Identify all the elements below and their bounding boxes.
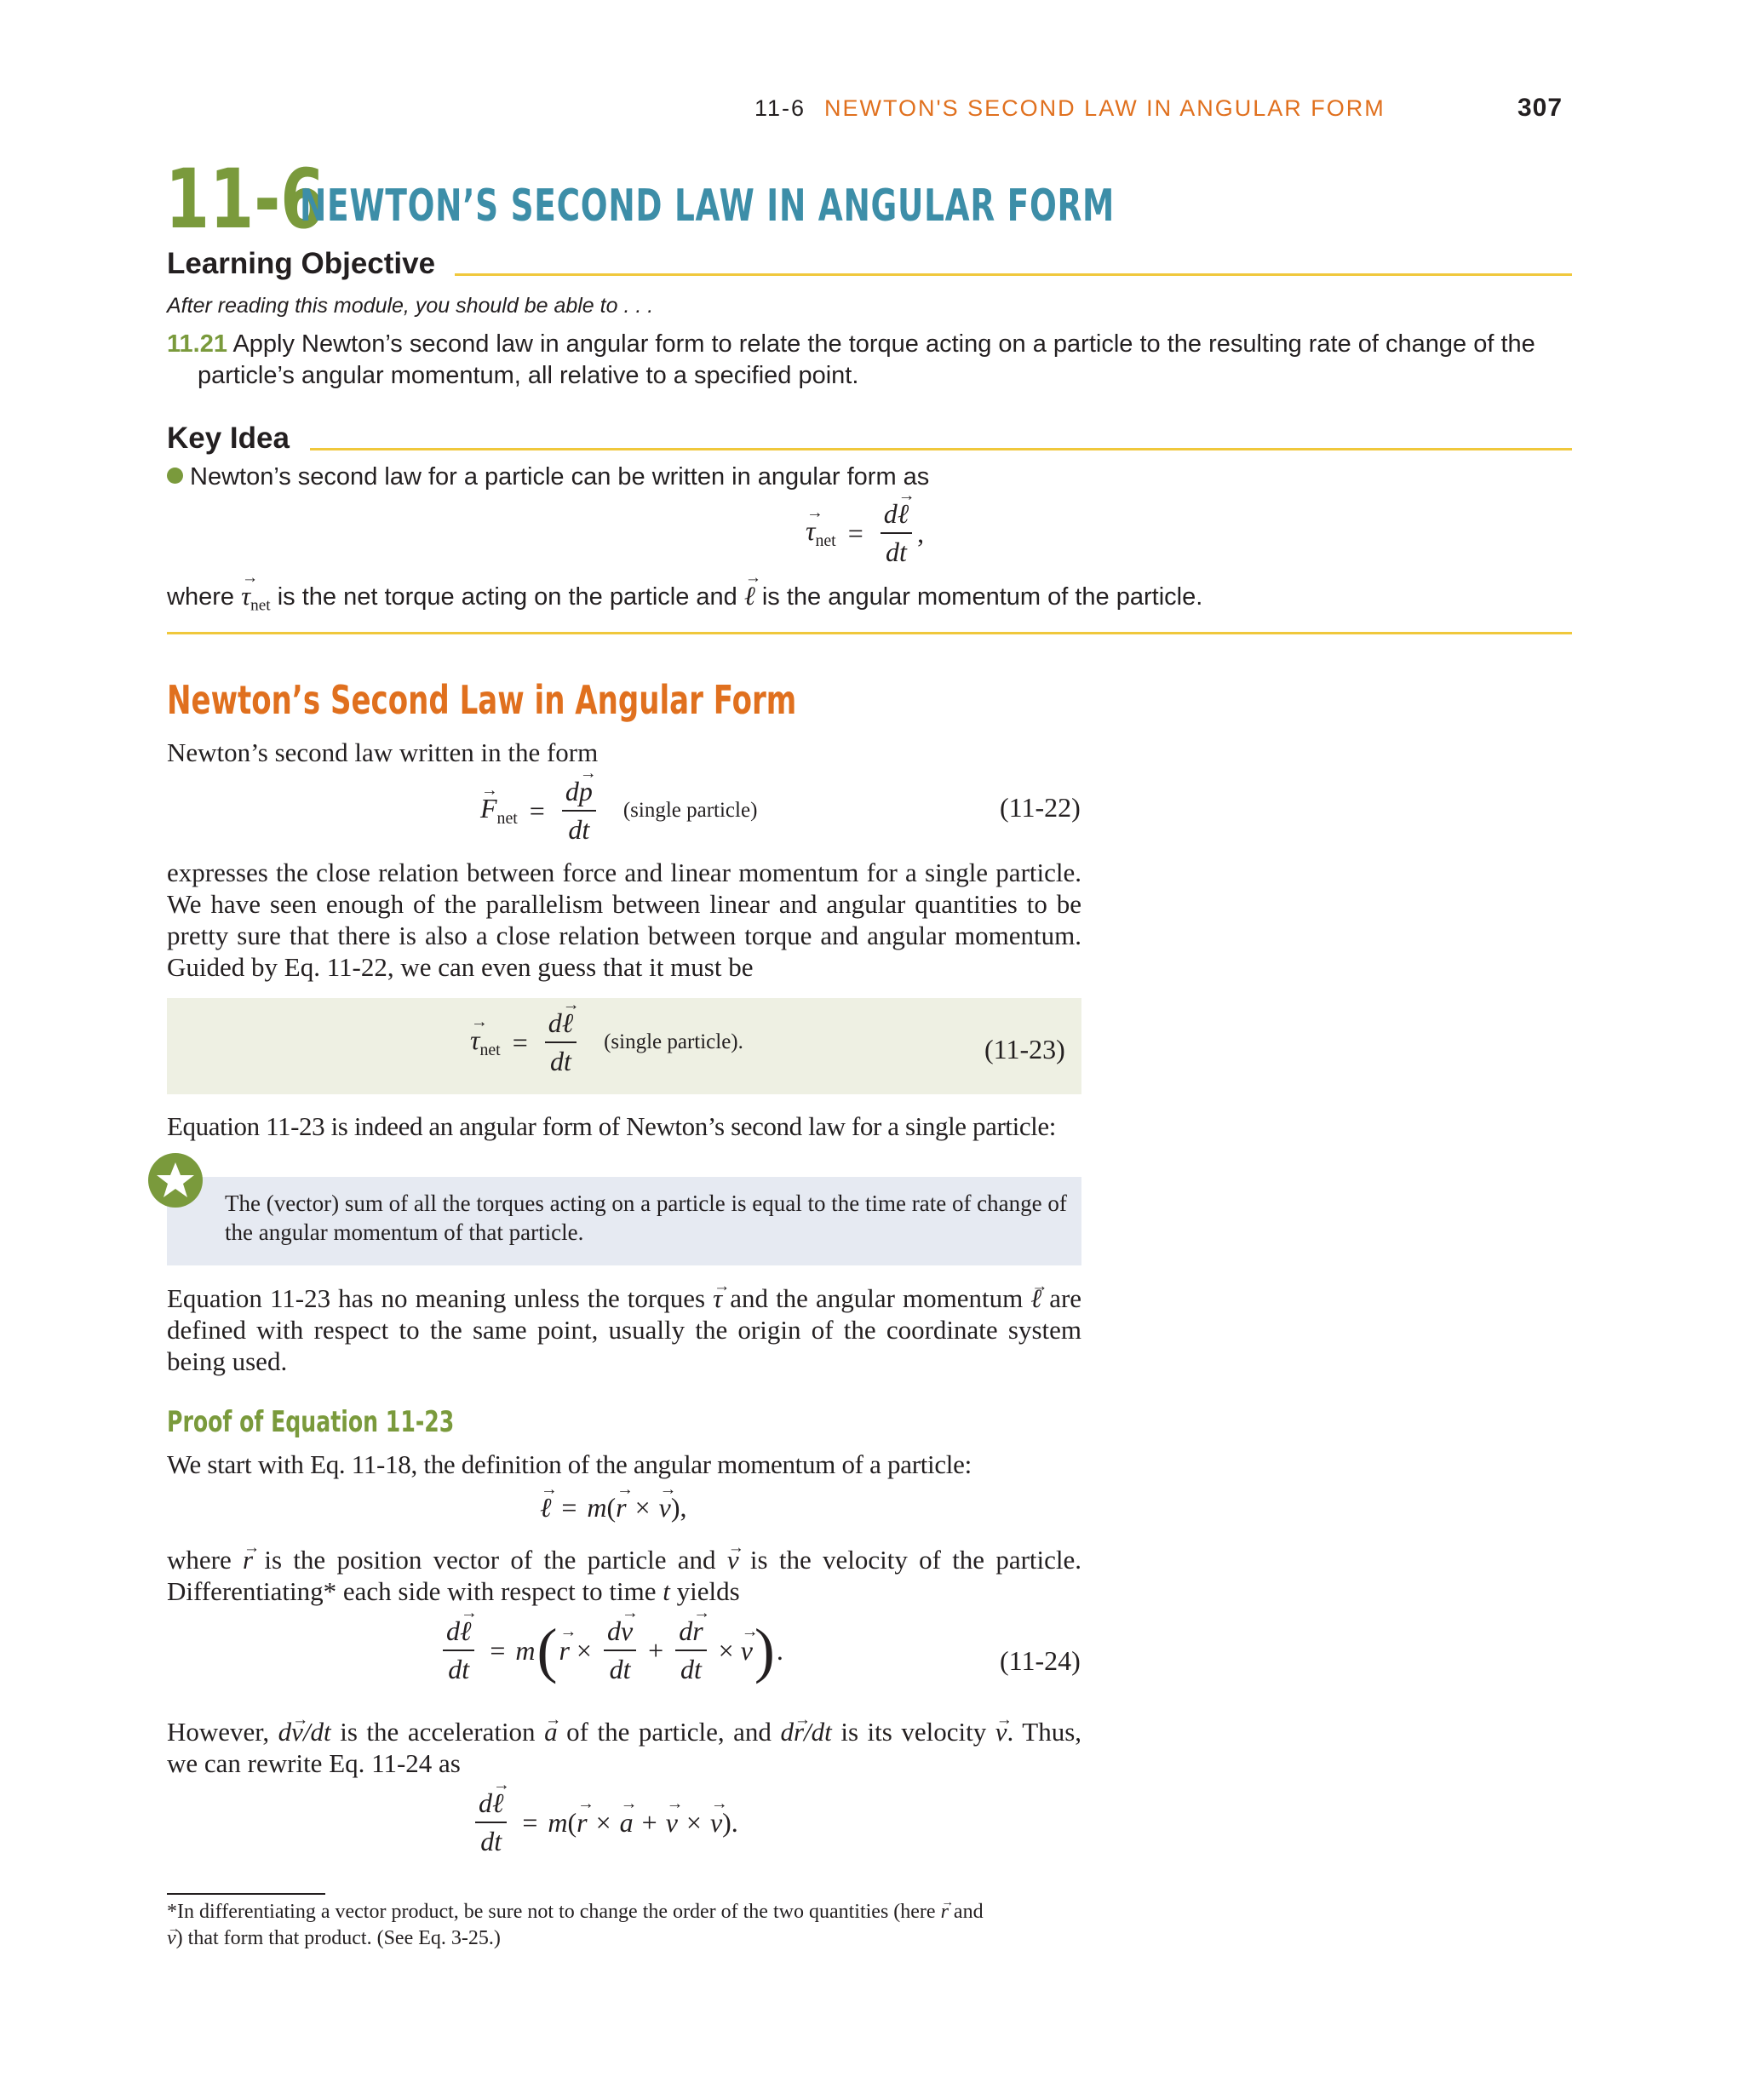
proof-paragraph-2: where r → is the position vector of the particle and v → is the velocity of the particle. Differentiating* each side with respect to time t yields <box>167 1544 1081 1607</box>
equation-11-24-number: (11-24) <box>1000 1645 1081 1676</box>
p2-text-d: yields <box>676 1576 740 1606</box>
angular-momentum-definition: ℓ → = m ( r → × v → ), <box>540 1492 687 1523</box>
section-paragraph-4: Equation 11-23 has no meaning unless the torques τ → and the angular momentum ℓ → are defined with respect to the same point, usually the origin of the coordinate system being used. <box>167 1282 1081 1377</box>
equation-11-22-note: (single particle) <box>622 799 758 823</box>
learning-objective-rule <box>455 273 1572 276</box>
key-idea-bullet <box>167 463 929 491</box>
key-idea-bottom-rule <box>167 632 1572 634</box>
page-number: 307 <box>1517 94 1563 122</box>
equation-11-23-number: (11-23) <box>984 1034 1065 1064</box>
equation-11-22: $F \to_{net}$ = $\frac{dp \to}{dt}$ (single particle) <box>480 777 757 845</box>
proof-title: Proof of Equation 11-23 <box>167 1405 455 1439</box>
equation-11-24: $\frac{\text{dℓ →}}{dt}$ = m ( r → × $\frac{dv \to}{dt}$ + $\frac{dr \to}{dt}$ × v → ) . <box>438 1616 783 1684</box>
p3-text-d: is its velocity <box>840 1717 987 1747</box>
key-idea-where: where $\tau \to_{net}$ is the net torque acting on the particle and ℓ → is the angular momentum of the particle. <box>167 581 1202 616</box>
p3-text-a: However, <box>167 1717 270 1747</box>
where-text-1: where <box>167 583 234 611</box>
p3-text-c: of the particle, and <box>566 1717 772 1747</box>
section-paragraph-1: Newton’s second law written in the form <box>167 737 599 767</box>
running-header-section-number: 11-6 <box>754 95 806 121</box>
p4-text-c: are defined with respect to the same point, usually the origin of the coordinate system being used. <box>167 1283 1082 1376</box>
footnote: *In differentiating a vector product, be sure not to change the order of the two quantities (here r → and v →) that form that product. (See Eq. 3-25.) <box>167 1899 1081 1952</box>
key-idea-heading: Key Idea <box>167 422 290 455</box>
learning-objective-intro: After reading this module, you should be able to . . . <box>167 294 654 318</box>
equation-11-23-note: (single particle). <box>604 1030 743 1054</box>
p2-text-a: where <box>167 1545 232 1575</box>
footnote-rule <box>167 1893 325 1895</box>
where-text-3: is the angular momentum of the particle. <box>761 583 1203 611</box>
equation-11-23: $\tau \to_{net}$ = $\frac{\text{dℓ →}}{dt}$ (single particle). <box>470 1008 743 1076</box>
module-number: 11-6 <box>165 152 325 247</box>
learning-objective-text-line2: particle’s angular momentum, all relative to a specified point. <box>198 362 859 389</box>
bullet-icon <box>167 468 183 484</box>
key-idea-rule <box>310 448 1572 450</box>
key-statement-text: The (vector) sum of all the torques acting on a particle is equal to the time rate of change of the angular momentum of that particle. <box>225 1191 1067 1245</box>
p2-text-c: is the velocity of the particle. Differentiating* each side with respect to time <box>167 1545 1082 1606</box>
p3-text-e: Thus, we can rewrite Eq. 11-24 as <box>167 1717 1082 1778</box>
module-title: NEWTON’S SECOND LAW IN ANGULAR FORM <box>300 181 1116 232</box>
equation-11-22-number: (11-22) <box>1000 792 1081 823</box>
p3-text-b: is the acceleration <box>340 1717 536 1747</box>
learning-objective-item <box>167 329 1572 392</box>
running-header-title: NEWTON'S SECOND LAW IN ANGULAR FORM <box>824 95 1385 121</box>
star-badge-icon <box>148 1153 203 1208</box>
footnote-text-a: *In differentiating a vector product, be sure not to change the order of the two quantities (here <box>167 1901 936 1923</box>
proof-paragraph-1: We start with Eq. 11-18, the definition of the angular momentum of a particle: <box>167 1449 972 1479</box>
section-paragraph-2: expresses the close relation between force and linear momentum for a single particle. We have seen enough of the parallelism between linear and angular quantities to be pretty sure that there is also a close relation between torque and angular momentum. Guided by Eq. 11-22, we can even guess that it must be <box>167 858 1081 982</box>
p4-text-b: and the angular momentum <box>730 1283 1024 1313</box>
key-idea-equation: $\tau \to_{net}$ = $\frac{\text{dℓ →}}{dt}$ , <box>806 499 924 567</box>
learning-objective-text-line1: Apply Newton’s second law in angular form to relate the torque acting on a particle to the resulting rate of change of the <box>232 330 1535 358</box>
p4-text-a: Equation 11-23 has no meaning unless the torques <box>167 1283 706 1313</box>
learning-objective-number: 11.21 <box>167 330 227 358</box>
footnote-text-b: and <box>953 1901 984 1923</box>
p2-text-b: is the position vector of the particle and <box>264 1545 716 1575</box>
where-text-2: is the net torque acting on the particle and <box>277 583 737 611</box>
learning-objective-heading: Learning Objective <box>167 247 436 280</box>
section-title: Newton’s Second Law in Angular Form <box>167 677 797 723</box>
key-idea-bullet-text: Newton’s second law for a particle can be written in angular form as <box>190 463 930 491</box>
footnote-text-c: ) that form that product. (See Eq. 3-25.) <box>175 1927 501 1949</box>
final-equation: $\frac{\text{dℓ →}}{dt}$ = m ( r → × a → + v → × v → ). <box>470 1788 738 1856</box>
proof-paragraph-3: However, dv →/dt is the acceleration a → of the particle, and dr →/dt is its velocity v →. Thus, we can rewrite Eq. 11-24 as <box>167 1716 1081 1779</box>
section-paragraph-3: Equation 11-23 is indeed an angular form of Newton’s second law for a single particle: <box>167 1111 1056 1141</box>
